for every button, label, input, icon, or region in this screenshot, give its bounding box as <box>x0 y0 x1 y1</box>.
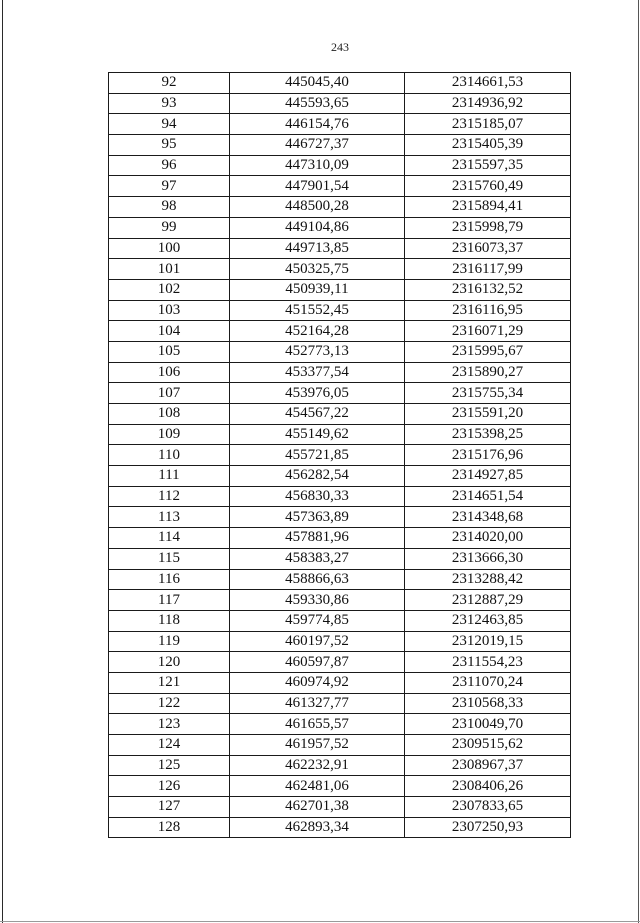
table-row <box>109 776 571 797</box>
table-row <box>109 652 571 673</box>
x-coordinate-cell: 455149,62 <box>230 424 405 445</box>
y-coordinate-cell: 2311070,24 <box>405 672 571 693</box>
point-number-cell: 126 <box>109 776 230 797</box>
x-coordinate-cell: 459774,85 <box>230 610 405 631</box>
table-row <box>109 569 571 590</box>
y-coordinate-cell: 2313666,30 <box>405 548 571 569</box>
table-row <box>109 590 571 611</box>
point-number-cell: 107 <box>109 383 230 404</box>
x-coordinate-cell: 462893,34 <box>230 817 405 838</box>
table-row <box>109 383 571 404</box>
table-row <box>109 114 571 135</box>
x-coordinate-cell: 457363,89 <box>230 507 405 528</box>
x-coordinate-cell: 453377,54 <box>230 362 405 383</box>
point-number-cell: 118 <box>109 610 230 631</box>
page-edge-left <box>2 0 3 923</box>
point-number-cell: 92 <box>109 73 230 94</box>
point-number-cell: 112 <box>109 486 230 507</box>
y-coordinate-cell: 2315185,07 <box>405 114 571 135</box>
point-number-cell: 105 <box>109 341 230 362</box>
y-coordinate-cell: 2314927,85 <box>405 466 571 487</box>
table-row <box>109 259 571 280</box>
x-coordinate-cell: 462232,91 <box>230 755 405 776</box>
point-number-cell: 122 <box>109 693 230 714</box>
point-number-cell: 116 <box>109 569 230 590</box>
x-coordinate-cell: 460597,87 <box>230 652 405 673</box>
y-coordinate-cell: 2307833,65 <box>405 797 571 818</box>
y-coordinate-cell: 2313288,42 <box>405 569 571 590</box>
x-coordinate-cell: 460197,52 <box>230 631 405 652</box>
y-coordinate-cell: 2312463,85 <box>405 610 571 631</box>
x-coordinate-cell: 458866,63 <box>230 569 405 590</box>
y-coordinate-cell: 2311554,23 <box>405 652 571 673</box>
y-coordinate-cell: 2315176,96 <box>405 445 571 466</box>
table-row <box>109 528 571 549</box>
x-coordinate-cell: 447310,09 <box>230 155 405 176</box>
y-coordinate-cell: 2315894,41 <box>405 197 571 218</box>
y-coordinate-cell: 2308406,26 <box>405 776 571 797</box>
point-number-cell: 98 <box>109 197 230 218</box>
point-number-cell: 109 <box>109 424 230 445</box>
x-coordinate-cell: 461327,77 <box>230 693 405 714</box>
point-number-cell: 120 <box>109 652 230 673</box>
x-coordinate-cell: 446727,37 <box>230 135 405 156</box>
point-number-cell: 117 <box>109 590 230 611</box>
y-coordinate-cell: 2315405,39 <box>405 135 571 156</box>
point-number-cell: 95 <box>109 135 230 156</box>
point-number-cell: 102 <box>109 279 230 300</box>
x-coordinate-cell: 449713,85 <box>230 238 405 259</box>
point-number-cell: 103 <box>109 300 230 321</box>
y-coordinate-cell: 2314661,53 <box>405 73 571 94</box>
table-row <box>109 817 571 838</box>
y-coordinate-cell: 2315597,35 <box>405 155 571 176</box>
y-coordinate-cell: 2315591,20 <box>405 404 571 425</box>
table-row <box>109 548 571 569</box>
point-number-cell: 101 <box>109 259 230 280</box>
point-number-cell: 121 <box>109 672 230 693</box>
x-coordinate-cell: 451552,45 <box>230 300 405 321</box>
point-number-cell: 111 <box>109 466 230 487</box>
x-coordinate-cell: 445045,40 <box>230 73 405 94</box>
table-row <box>109 631 571 652</box>
table-row <box>109 300 571 321</box>
x-coordinate-cell: 455721,85 <box>230 445 405 466</box>
point-number-cell: 128 <box>109 817 230 838</box>
table-row <box>109 404 571 425</box>
y-coordinate-cell: 2308967,37 <box>405 755 571 776</box>
x-coordinate-cell: 450325,75 <box>230 259 405 280</box>
table-row <box>109 238 571 259</box>
x-coordinate-cell: 448500,28 <box>230 197 405 218</box>
x-coordinate-cell: 445593,65 <box>230 93 405 114</box>
y-coordinate-cell: 2316116,95 <box>405 300 571 321</box>
y-coordinate-cell: 2314651,54 <box>405 486 571 507</box>
y-coordinate-cell: 2316132,52 <box>405 279 571 300</box>
table-row <box>109 279 571 300</box>
y-coordinate-cell: 2314348,68 <box>405 507 571 528</box>
point-number-cell: 99 <box>109 217 230 238</box>
point-number-cell: 127 <box>109 797 230 818</box>
y-coordinate-cell: 2310049,70 <box>405 714 571 735</box>
x-coordinate-cell: 449104,86 <box>230 217 405 238</box>
point-number-cell: 123 <box>109 714 230 735</box>
table-row <box>109 797 571 818</box>
point-number-cell: 119 <box>109 631 230 652</box>
table-row <box>109 486 571 507</box>
point-number-cell: 113 <box>109 507 230 528</box>
y-coordinate-cell: 2315398,25 <box>405 424 571 445</box>
y-coordinate-cell: 2316071,29 <box>405 321 571 342</box>
x-coordinate-cell: 461655,57 <box>230 714 405 735</box>
table-row <box>109 445 571 466</box>
y-coordinate-cell: 2315890,27 <box>405 362 571 383</box>
y-coordinate-cell: 2312019,15 <box>405 631 571 652</box>
coordinates-table <box>108 72 571 838</box>
table-row <box>109 755 571 776</box>
point-number-cell: 108 <box>109 404 230 425</box>
point-number-cell: 114 <box>109 528 230 549</box>
point-number-cell: 106 <box>109 362 230 383</box>
table-row <box>109 507 571 528</box>
table-row <box>109 197 571 218</box>
point-number-cell: 100 <box>109 238 230 259</box>
table-row <box>109 693 571 714</box>
y-coordinate-cell: 2310568,33 <box>405 693 571 714</box>
y-coordinate-cell: 2309515,62 <box>405 735 571 756</box>
point-number-cell: 115 <box>109 548 230 569</box>
table-row <box>109 176 571 197</box>
table-row <box>109 341 571 362</box>
y-coordinate-cell: 2315760,49 <box>405 176 571 197</box>
x-coordinate-cell: 462481,06 <box>230 776 405 797</box>
point-number-cell: 124 <box>109 735 230 756</box>
table-row <box>109 155 571 176</box>
x-coordinate-cell: 460974,92 <box>230 672 405 693</box>
table-row <box>109 73 571 94</box>
y-coordinate-cell: 2314936,92 <box>405 93 571 114</box>
table-row <box>109 135 571 156</box>
x-coordinate-cell: 462701,38 <box>230 797 405 818</box>
point-number-cell: 94 <box>109 114 230 135</box>
point-number-cell: 125 <box>109 755 230 776</box>
table-row <box>109 362 571 383</box>
table-row <box>109 610 571 631</box>
point-number-cell: 104 <box>109 321 230 342</box>
x-coordinate-cell: 453976,05 <box>230 383 405 404</box>
table-row <box>109 424 571 445</box>
x-coordinate-cell: 450939,11 <box>230 279 405 300</box>
table-row <box>109 466 571 487</box>
y-coordinate-cell: 2307250,93 <box>405 817 571 838</box>
y-coordinate-cell: 2316117,99 <box>405 259 571 280</box>
y-coordinate-cell: 2312887,29 <box>405 590 571 611</box>
coordinates-table-body <box>109 73 571 838</box>
x-coordinate-cell: 452773,13 <box>230 341 405 362</box>
point-number-cell: 96 <box>109 155 230 176</box>
x-coordinate-cell: 446154,76 <box>230 114 405 135</box>
x-coordinate-cell: 457881,96 <box>230 528 405 549</box>
x-coordinate-cell: 454567,22 <box>230 404 405 425</box>
x-coordinate-cell: 459330,86 <box>230 590 405 611</box>
y-coordinate-cell: 2315995,67 <box>405 341 571 362</box>
x-coordinate-cell: 456830,33 <box>230 486 405 507</box>
point-number-cell: 97 <box>109 176 230 197</box>
x-coordinate-cell: 461957,52 <box>230 735 405 756</box>
x-coordinate-cell: 452164,28 <box>230 321 405 342</box>
table-row <box>109 735 571 756</box>
y-coordinate-cell: 2315755,34 <box>405 383 571 404</box>
table-row <box>109 321 571 342</box>
x-coordinate-cell: 456282,54 <box>230 466 405 487</box>
y-coordinate-cell: 2315998,79 <box>405 217 571 238</box>
table-row <box>109 672 571 693</box>
page-edge-right <box>638 0 639 923</box>
x-coordinate-cell: 447901,54 <box>230 176 405 197</box>
page-number: 243 <box>331 40 349 54</box>
page-edge-bottom <box>0 921 640 922</box>
table-row <box>109 217 571 238</box>
y-coordinate-cell: 2314020,00 <box>405 528 571 549</box>
table-row <box>109 714 571 735</box>
point-number-cell: 110 <box>109 445 230 466</box>
y-coordinate-cell: 2316073,37 <box>405 238 571 259</box>
point-number-cell: 93 <box>109 93 230 114</box>
x-coordinate-cell: 458383,27 <box>230 548 405 569</box>
table-row <box>109 93 571 114</box>
